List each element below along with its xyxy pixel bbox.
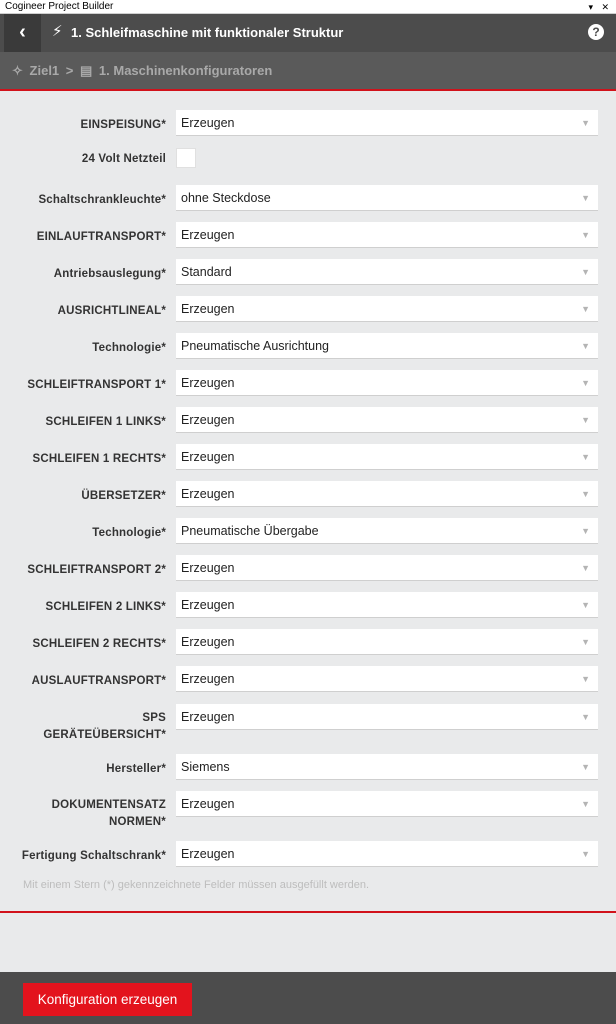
schleiftransport-1-select[interactable] <box>176 370 598 396</box>
field-label: Antriebsauslegung* <box>53 268 166 280</box>
select-value: Erzeugen <box>181 376 235 390</box>
chevron-down-icon: ▼ <box>581 489 590 499</box>
window-controls[interactable]: ▾ ✕ <box>588 2 612 12</box>
schleifen-2-rechts-select[interactable] <box>176 629 598 655</box>
field-label: SCHLEIFTRANSPORT 2* <box>27 564 166 576</box>
chevron-down-icon: ▼ <box>581 526 590 536</box>
form-divider <box>0 911 616 913</box>
field-label: EINLAUFTRANSPORT* <box>36 231 166 243</box>
select-value: Erzeugen <box>181 413 235 427</box>
field-label: SCHLEIFEN 2 LINKS* <box>45 601 166 613</box>
field-label: SCHLEIFEN 1 RECHTS* <box>32 453 166 465</box>
field-label: Technologie* <box>92 342 166 354</box>
antriebsauslegung-select[interactable] <box>176 259 598 285</box>
chevron-down-icon: ▼ <box>581 762 590 772</box>
header-divider <box>0 89 616 91</box>
select-value: ohne Steckdose <box>181 191 271 205</box>
schleifen-1-links-select[interactable] <box>176 407 598 433</box>
field-label: SCHLEIFTRANSPORT 1* <box>27 379 166 391</box>
chevron-down-icon: ▼ <box>581 378 590 388</box>
fertigung-schaltschrank-select[interactable] <box>176 841 598 867</box>
field-label-line1: SPS <box>142 712 166 724</box>
field-label: EINSPEISUNG* <box>80 119 166 131</box>
required-fields-hint: Mit einem Stern (*) gekennzeichnete Felder müssen ausgefüllt werden. <box>23 879 370 891</box>
field-label-line2: GERÄTEÜBERSICHT* <box>43 729 166 741</box>
breadcrumb-separator: > <box>65 63 74 78</box>
chevron-down-icon: ▼ <box>581 118 590 128</box>
chevron-down-icon: ▼ <box>581 563 590 573</box>
field-label-line2: NORMEN* <box>109 816 166 828</box>
window-titlebar <box>0 0 616 14</box>
chevron-down-icon: ▼ <box>581 712 590 722</box>
chevron-down-icon: ▼ <box>581 452 590 462</box>
select-value: Erzeugen <box>181 487 235 501</box>
chevron-down-icon: ▼ <box>581 193 590 203</box>
chevron-down-icon: ▼ <box>581 341 590 351</box>
select-value: Erzeugen <box>181 228 235 242</box>
breadcrumb-item-configurators[interactable]: 1. Maschinenkonfiguratoren <box>98 63 273 78</box>
chevron-left-icon: ‹ <box>19 21 26 43</box>
select-value: Erzeugen <box>181 797 235 811</box>
select-value: Pneumatische Ausrichtung <box>181 339 330 353</box>
select-value: Erzeugen <box>181 847 235 861</box>
target-icon: ✧ <box>12 63 23 78</box>
field-label: Schaltschrankleuchte* <box>38 194 166 206</box>
breadcrumb <box>0 52 616 89</box>
back-button[interactable] <box>4 14 41 52</box>
sps-select[interactable] <box>176 704 598 730</box>
schleiftransport-2-select[interactable] <box>176 555 598 581</box>
footer-bar <box>0 972 616 1024</box>
select-value: Erzeugen <box>181 710 235 724</box>
hersteller-select[interactable] <box>176 754 598 780</box>
schaltschrankleuchte-select[interactable] <box>176 185 598 211</box>
select-value: Erzeugen <box>181 450 235 464</box>
field-label: 24 Volt Netzteil <box>81 153 166 165</box>
field-label: SCHLEIFEN 2 RECHTS* <box>32 638 166 650</box>
select-value: Pneumatische Übergabe <box>181 524 319 538</box>
select-value: Siemens <box>181 760 230 774</box>
list-icon: ▤ <box>80 63 93 78</box>
select-value: Erzeugen <box>181 116 235 130</box>
einspeisung-select[interactable] <box>176 110 598 136</box>
select-value: Erzeugen <box>181 302 235 316</box>
page-title: 1. Schleifmaschine mit funktionaler Struktur <box>71 25 344 40</box>
field-label: ÜBERSETZER* <box>81 490 166 502</box>
ausrichtlineal-select[interactable] <box>176 296 598 322</box>
chevron-down-icon: ▼ <box>581 230 590 240</box>
field-label-line1: DOKUMENTENSATZ <box>51 799 166 811</box>
select-value: Standard <box>181 265 232 279</box>
help-icon[interactable]: ? <box>588 24 604 40</box>
auslauftransport-select[interactable] <box>176 666 598 692</box>
chevron-down-icon: ▼ <box>581 304 590 314</box>
field-label: Hersteller* <box>106 763 166 775</box>
select-value: Erzeugen <box>181 598 235 612</box>
select-value: Erzeugen <box>181 561 235 575</box>
dokumentensatz-select[interactable] <box>176 791 598 817</box>
einlauftransport-select[interactable] <box>176 222 598 248</box>
generate-configuration-button[interactable]: Konfiguration erzeugen <box>23 983 192 1016</box>
lightning-icon: ⚡︎ <box>52 23 63 40</box>
field-label: AUSRICHTLINEAL* <box>57 305 166 317</box>
uebersetzer-select[interactable] <box>176 481 598 507</box>
field-label: Technologie* <box>92 527 166 539</box>
chevron-down-icon: ▼ <box>581 600 590 610</box>
chevron-down-icon: ▼ <box>581 415 590 425</box>
field-label: SCHLEIFEN 1 LINKS* <box>45 416 166 428</box>
schleifen-2-links-select[interactable] <box>176 592 598 618</box>
netzteil-checkbox[interactable] <box>176 148 196 168</box>
chevron-down-icon: ▼ <box>581 637 590 647</box>
select-value: Erzeugen <box>181 635 235 649</box>
chevron-down-icon: ▼ <box>581 849 590 859</box>
schleifen-1-rechts-select[interactable] <box>176 444 598 470</box>
chevron-down-icon: ▼ <box>581 674 590 684</box>
field-label: Fertigung Schaltschrank* <box>21 850 166 862</box>
select-value: Erzeugen <box>181 672 235 686</box>
technologie-1-select[interactable] <box>176 333 598 359</box>
field-label: AUSLAUFTRANSPORT* <box>31 675 166 687</box>
technologie-2-select[interactable] <box>176 518 598 544</box>
chevron-down-icon: ▼ <box>581 799 590 809</box>
breadcrumb-item-ziel1[interactable]: Ziel1 <box>29 63 60 78</box>
app-header <box>0 14 616 52</box>
chevron-down-icon: ▼ <box>581 267 590 277</box>
window-title: Cogineer Project Builder <box>5 1 114 12</box>
